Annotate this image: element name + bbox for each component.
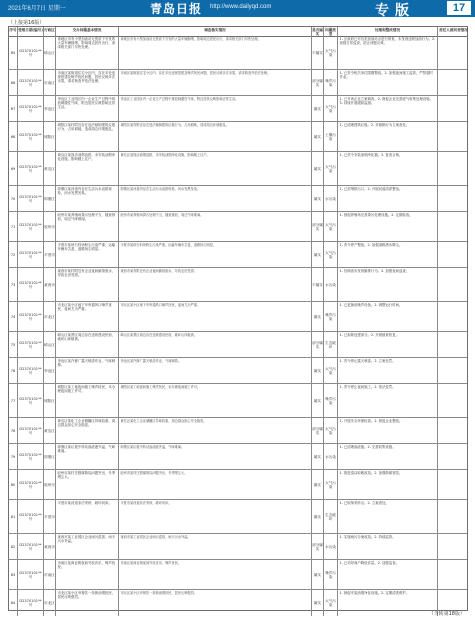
cell-id: D2370101**号 — [18, 36, 44, 69]
column-header: 处理和整改情况 — [338, 27, 438, 36]
table-row — [9, 186, 467, 212]
cell-opinion: 1. 区政府已对各类加油站点进行排查，未发现违规加油行为。2. 加强日常巡查，防止问题反弹。 — [338, 36, 438, 69]
cell-opinion: 1. 已清理渗滤液。2. 完善收集设施。 — [338, 444, 438, 469]
cell-opinion: 1. 已清理建筑垃圾。2. 对倾倒行为立案查处。 — [338, 122, 438, 151]
investigation-text: 市南区某商业街夜间外放音乐，噪声扰民。 — [119, 560, 312, 589]
cell-opinion: 1. 责令停止露天喷漆。2. 立案处罚。 — [338, 358, 438, 383]
verified-status: 部分属实 — [312, 212, 324, 241]
cell-no: 65 — [9, 36, 18, 69]
rectification-table — [8, 26, 468, 611]
table-row — [9, 534, 467, 560]
investigation-text: 该地区市有小型加油站无资质下引发的大量车辆拥堵，影响周边居民出行，请求相关部门尽快处理。 — [119, 36, 312, 69]
cell-id: D2370101**号 — [18, 70, 44, 95]
cell-opinion: 1. 开展安全环保检查。2. 督促企业整改。 — [338, 418, 438, 443]
cell-district: 莱西市 — [44, 534, 56, 559]
cell-id: D2370101**号 — [18, 302, 44, 331]
cell-complaint: 崂山区某景区周边存在违规建设民宿，破坏山体植被。 — [56, 332, 119, 357]
table-row — [9, 152, 467, 186]
problem-type: 噪声污染 — [324, 560, 338, 589]
investigation-text: 莱西市某村附近有企业夜间偷排废水，导致农田受损。 — [119, 268, 312, 301]
verified-status: 属实 — [312, 302, 324, 331]
accountability-cell — [438, 358, 469, 383]
cell-district: 即墨区 — [44, 186, 56, 211]
cell-opinion: 1. 已拆除违建部分。2. 开展植被恢复。 — [338, 332, 438, 357]
verified-status: 属实 — [312, 500, 324, 533]
verified-status: 属实 — [312, 152, 324, 185]
cell-complaint: 即墨区某垃圾中转站渗滤液外溢，气味难闻。 — [56, 444, 119, 469]
cell-no: 84 — [9, 590, 18, 616]
table-row — [9, 500, 467, 534]
problem-type: 大气污染 — [324, 152, 338, 185]
cell-opinion: 1. 实施雨污分流改造。2. 持续监管。 — [338, 534, 438, 559]
investigation-text: 城阳区某工地夜间施工噪声扰民，未办理夜间施工许可。 — [119, 384, 312, 417]
accountability-cell — [438, 70, 469, 95]
verified-status: 属实 — [312, 444, 324, 469]
cell-complaint: 莱西市某村附近有企业夜间偷排废水，导致农田受损。 — [56, 268, 119, 301]
cell-no: 73 — [9, 268, 18, 301]
cell-id: D2370101**号 — [18, 384, 44, 417]
problem-type: 水污染 — [324, 268, 338, 301]
column-header: 责任人被问责情况 — [439, 27, 468, 32]
cell-no: 68 — [9, 122, 18, 151]
cell-district: 平度市 — [44, 500, 56, 533]
accountability-cell — [438, 384, 469, 417]
investigation-text: 黄岛区某化工企业储罐区异味较重，周边群众担心安全隐患。 — [119, 418, 312, 443]
newspaper-topbar — [0, 0, 475, 17]
masthead-logo: 青岛日报 — [150, 2, 203, 16]
cell-no: 69 — [9, 152, 18, 185]
table-row — [9, 384, 467, 418]
site-url: http://www.dailyqd.com — [210, 4, 272, 10]
problem-type: 大气污染 — [324, 470, 338, 499]
cell-opinion: 1. 督促安装油烟净化设施。2. 定期清洗维护。 — [338, 590, 438, 616]
accountability-cell — [438, 560, 469, 589]
cell-district: 胶州市 — [44, 470, 56, 499]
cell-complaint: 平度市某砂石料场粉尘污染严重，运输车辆未苫盖，道路扬尘明显。 — [56, 242, 119, 267]
cell-no: 77 — [9, 384, 18, 417]
problem-type: 生态破坏 — [324, 332, 338, 357]
cell-district: 即墨区 — [44, 444, 56, 469]
cell-district: 崂山区 — [44, 36, 56, 69]
investigation-text: 李沧区工业园区内一企业生产过程中排放刺激性气味，附近居民反映影响正常生活。 — [119, 96, 312, 121]
cell-no: 81 — [9, 500, 18, 533]
investigation-text: 市北区某小区地下车库通风口噪声扰民，夜间尤为严重。 — [119, 302, 312, 331]
accountability-cell — [438, 122, 469, 151]
cell-opinion: 1. 责令停止夜间施工。2. 依法处罚。 — [338, 384, 438, 417]
investigation-text: 城阳区某村附近存在违法倾倒建筑垃圾行为，占用耕地，造成周边环境脏乱。 — [119, 122, 312, 151]
investigation-text: 黄岛区某饭店油烟直排，未安装油烟净化设施，影响楼上住户。 — [119, 152, 312, 185]
cell-id: D2370101**号 — [18, 560, 44, 589]
accountability-cell — [438, 36, 469, 69]
cell-opinion: 1. 责令停产整改。2. 加强道路洒水降尘。 — [338, 242, 438, 267]
cell-no: 79 — [9, 444, 18, 469]
cell-district: 市南区 — [44, 560, 56, 589]
cell-complaint: 黄岛区某饭店油烟直排，未安装油烟净化设施，影响楼上住户。 — [56, 152, 119, 185]
accountability-cell — [438, 242, 469, 267]
cell-complaint: 李沧区工业园区内一企业生产过程中排放刺激性气味，附近居民反映影响正常生活。 — [56, 96, 119, 121]
cell-no: 80 — [9, 470, 18, 499]
verified-status: 属实 — [312, 122, 324, 151]
cell-opinion: 1. 已责令安装油烟净化器。2. 复查合格。 — [338, 152, 438, 185]
problem-type: 大气污染 — [324, 418, 338, 443]
verified-status: 部分属实 — [312, 418, 324, 443]
table-row — [9, 332, 467, 358]
investigation-text: 平度市某河道非法采砂，破坏河床。 — [119, 500, 312, 533]
continued-to-note: （下转第18版） — [428, 611, 465, 617]
column-header: 问题类型 — [324, 27, 338, 36]
cell-opinion: 1. 经调查未发现偷排行为。2. 加强夜间巡查。 — [338, 268, 438, 301]
cell-complaint: 城阳区某工地夜间施工噪声扰民，未办理夜间施工许可。 — [56, 384, 119, 417]
page-number: 17 — [447, 1, 471, 15]
table-row — [9, 470, 467, 500]
cell-id: D2370101**号 — [18, 590, 44, 616]
table-row — [9, 418, 467, 444]
cell-opinion: 1. 已封堵排污口。2. 开展河道清淤整治。 — [338, 186, 438, 211]
table-row — [9, 444, 467, 470]
problem-type: 水污染 — [324, 534, 338, 559]
cell-complaint: 市南区某街道住宅小区内，存在多处违规搭建及噪声扰民问题，居民反映多次未果，请求核查并依法处理。 — [56, 70, 119, 95]
cell-district: 城阳区 — [44, 122, 56, 151]
cell-no: 66 — [9, 70, 18, 95]
accountability-cell — [438, 500, 469, 533]
verified-status: 不属实 — [312, 268, 324, 301]
accountability-cell — [438, 418, 469, 443]
cell-id: D2370101**号 — [18, 96, 44, 121]
cell-id: D2370101**号 — [18, 470, 44, 499]
accountability-cell — [438, 152, 469, 185]
table-row — [9, 358, 467, 384]
accountability-cell — [438, 470, 469, 499]
cell-opinion: 1. 已取缔采砂点。2. 立案查处。 — [338, 500, 438, 533]
verified-status: 属实 — [312, 358, 324, 383]
cell-no: 71 — [9, 212, 18, 241]
problem-type: 大气污染 — [324, 36, 338, 69]
cell-id: D2370101**号 — [18, 212, 44, 241]
cell-opinion: 1. 已责令相关单位限期整改。2. 加强夜间施工监管，严禁超时作业。 — [338, 70, 438, 95]
section-title: 专版 — [375, 3, 415, 19]
problem-type: 大气污染 — [324, 96, 338, 121]
verified-status: 不属实 — [312, 36, 324, 69]
cell-opinion: 1. 督促养殖场完善粪污处理设施。2. 定期检查。 — [338, 212, 438, 241]
investigation-text: 李沧区某汽修厂露天喷漆作业，气味刺鼻。 — [119, 358, 312, 383]
cell-district: 市南区 — [44, 70, 56, 95]
problem-type: 生态破坏 — [324, 500, 338, 533]
problem-type: 大气污染 — [324, 212, 338, 241]
investigation-text: 胶州市某养殖场粪污处理不当，随意排放，周边气味难闻。 — [119, 212, 312, 241]
cell-no: 78 — [9, 418, 18, 443]
cell-district: 莱西市 — [44, 268, 56, 301]
table-row — [9, 268, 467, 302]
column-header: 序号 — [9, 27, 18, 36]
cell-no: 70 — [9, 186, 18, 211]
problem-type: 大气污染 — [324, 358, 338, 383]
cell-complaint: 胶州市某村庄燃煤散烧问题突出，冬季烟尘大。 — [56, 470, 119, 499]
cell-district: 市北区 — [44, 590, 56, 616]
column-header: 调查核实情况 — [119, 27, 312, 36]
problem-type: 水污染 — [324, 186, 338, 211]
verified-status: 属实 — [312, 560, 324, 589]
table-row — [9, 70, 467, 96]
table-row — [9, 590, 467, 616]
cell-complaint: 城阳区某村附近存在违法倾倒建筑垃圾行为，占用耕地，造成周边环境脏乱。 — [56, 122, 119, 151]
cell-district: 胶州市 — [44, 212, 56, 241]
continued-from-note: （上接第16版） — [8, 20, 45, 26]
problem-type: 噪声污染 — [324, 70, 338, 95]
investigation-text: 平度市某砂石料场粉尘污染严重，运输车辆未苫盖，道路扬尘明显。 — [119, 242, 312, 267]
cell-district: 平度市 — [44, 242, 56, 267]
column-header: 是否属实 — [312, 27, 323, 36]
investigation-text: 胶州市某村庄燃煤散烧问题突出，冬季烟尘大。 — [119, 470, 312, 499]
accountability-cell — [438, 212, 469, 241]
verified-status: 部分属实 — [312, 70, 324, 95]
cell-district: 市北区 — [44, 302, 56, 331]
accountability-cell — [438, 534, 469, 559]
accountability-cell — [438, 186, 469, 211]
column-header: 受理日期(编号) — [18, 27, 44, 36]
date-line: 2021年6月7日 星期一 — [8, 6, 66, 12]
cell-complaint: 即墨区某河道内存在生活污水直排现象，河水发黑发臭。 — [56, 186, 119, 211]
column-header: 交办问题基本情况 — [56, 27, 119, 36]
table-row — [9, 96, 467, 122]
verified-status: 属实 — [312, 384, 324, 417]
table-row — [9, 122, 467, 152]
investigation-text: 市北区某小区旁餐饮一条街油烟扰民，居民反映强烈。 — [119, 590, 312, 616]
cell-no: 75 — [9, 332, 18, 357]
problem-type: 噪声污染 — [324, 384, 338, 417]
accountability-cell — [438, 332, 469, 357]
verified-status: 属实 — [312, 590, 324, 616]
accountability-cell — [438, 302, 469, 331]
cell-complaint: 市南区某商业街夜间外放音乐，噪声扰民。 — [56, 560, 119, 589]
investigation-text: 莱西市某工业园区企业雨污混排，雨天污水外溢。 — [119, 534, 312, 559]
table-row — [9, 560, 467, 590]
cell-complaint: 黄岛区某化工企业储罐区异味较重，周边群众担心安全隐患。 — [56, 418, 119, 443]
table-row — [9, 212, 467, 242]
investigation-text: 即墨区某垃圾中转站渗滤液外溢，气味难闻。 — [119, 444, 312, 469]
problem-type: 噪声污染 — [324, 302, 338, 331]
accountability-cell — [438, 268, 469, 301]
cell-opinion: 1. 已劝导商户降低音量。2. 加强巡查。 — [338, 560, 438, 589]
cell-no: 74 — [9, 302, 18, 331]
cell-complaint: 市北区某小区旁餐饮一条街油烟扰民，居民反映强烈。 — [56, 590, 119, 616]
accountability-cell — [438, 96, 469, 121]
verified-status: 属实 — [312, 470, 324, 499]
investigation-text: 市南区某街道住宅小区内，存在多处违规搭建及噪声扰民问题，居民反映多次未果，请求核查并依法处理。 — [119, 70, 312, 95]
cell-id: D2370101**号 — [18, 122, 44, 151]
cell-complaint: 市北区某小区地下车库通风口噪声扰民，夜间尤为严重。 — [56, 302, 119, 331]
cell-complaint: 该地区市有小型加油站无资质下引发的大量车辆拥堵，影响周边居民出行，请求相关部门尽快处理。 — [56, 36, 119, 69]
problem-type: 大气污染 — [324, 242, 338, 267]
cell-id: D2370101**号 — [18, 358, 44, 383]
cell-no: 72 — [9, 242, 18, 267]
verified-status: 部分属实 — [312, 332, 324, 357]
problem-type: 水污染 — [324, 444, 338, 469]
cell-no: 76 — [9, 358, 18, 383]
cell-id: D2370101**号 — [18, 332, 44, 357]
cell-no: 83 — [9, 560, 18, 589]
cell-district: 李沧区 — [44, 358, 56, 383]
verified-status: 属实 — [312, 96, 324, 121]
cell-district: 黄岛区 — [44, 152, 56, 185]
table-row — [9, 302, 467, 332]
investigation-text: 即墨区某河道内存在生活污水直排现象，河水发黑发臭。 — [119, 186, 312, 211]
column-header: 行政区 — [44, 27, 56, 36]
verified-status: 属实 — [312, 242, 324, 267]
cell-complaint: 李沧区某汽修厂露天喷漆作业，气味刺鼻。 — [56, 358, 119, 383]
cell-opinion: 1. 推进清洁取暖改造。2. 加强散煤管控。 — [338, 470, 438, 499]
cell-id: D2370101**号 — [18, 152, 44, 185]
verified-status: 属实 — [312, 186, 324, 211]
cell-complaint: 平度市某河道非法采砂，破坏河床。 — [56, 500, 119, 533]
table-row — [9, 36, 467, 70]
problem-type: 大气污染 — [324, 590, 338, 616]
cell-district: 黄岛区 — [44, 418, 56, 443]
investigation-text: 崂山区某景区周边存在违规建设民宿，破坏山体植被。 — [119, 332, 312, 357]
cell-complaint: 胶州市某养殖场粪污处理不当，随意排放，周边气味难闻。 — [56, 212, 119, 241]
cell-no: 82 — [9, 534, 18, 559]
cell-no: 67 — [9, 96, 18, 121]
cell-id: D2370101**号 — [18, 534, 44, 559]
cell-id: D2370101**号 — [18, 242, 44, 267]
cell-id: D2370101**号 — [18, 268, 44, 301]
problem-type: 土壤污染 — [324, 122, 338, 151]
cell-opinion: 1. 已对该企业立案调查。2. 督促企业完善废气收集处理设施。3. 持续开展跟踪监测。 — [338, 96, 438, 121]
cell-opinion: 1. 已更换低噪声设备。2. 调整运行时间。 — [338, 302, 438, 331]
cell-id: D2370101**号 — [18, 500, 44, 533]
accountability-cell — [438, 444, 469, 469]
cell-id: D2370101**号 — [18, 186, 44, 211]
cell-district: 李沧区 — [44, 96, 56, 121]
cell-id: D2370101**号 — [18, 444, 44, 469]
cell-complaint: 莱西市某工业园区企业雨污混排，雨天污水外溢。 — [56, 534, 119, 559]
table-row — [9, 242, 467, 268]
verified-status: 部分属实 — [312, 534, 324, 559]
cell-id: D2370101**号 — [18, 418, 44, 443]
cell-district: 崂山区 — [44, 332, 56, 357]
cell-district: 城阳区 — [44, 384, 56, 417]
